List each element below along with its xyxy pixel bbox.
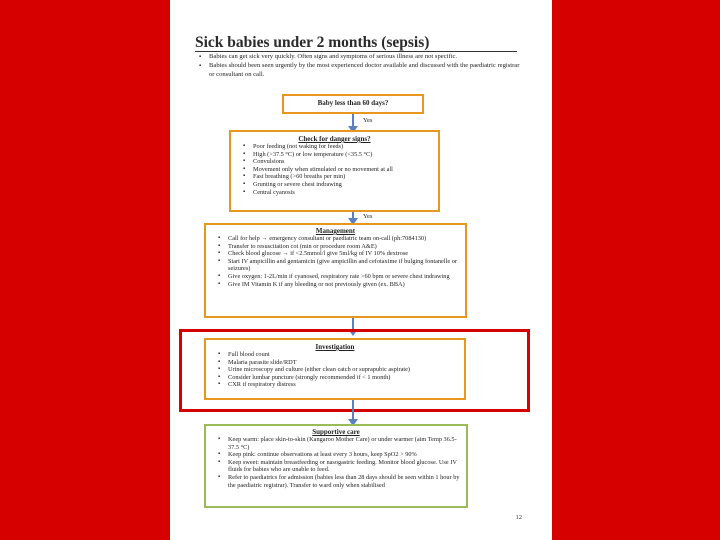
list-item: ▪ Keep warm: place skin-to-skin (Kangaroo Mother Care) or under warmer (aim Temp 36.5-37.5 °C) [228, 436, 462, 451]
management-title: Management [315, 227, 356, 235]
list-item: ▪ Full blood count [228, 351, 460, 359]
list-item: ▪ Fast breathing (>60 breaths per min) [253, 173, 434, 181]
arrow-down-icon [352, 400, 354, 420]
danger-signs-title: Check for danger signs? [298, 135, 371, 143]
danger-signs-box [229, 130, 440, 212]
intro-note: ▪ Babies can get sick very quickly. Often signs and symptoms of serious illness are not specific. [209, 53, 525, 62]
management-box [204, 223, 467, 318]
yes-label: Yes [363, 213, 373, 220]
list-item: ▪ High (>37.5 °C) or low temperature (<35.5 °C) [253, 151, 434, 159]
title-divider [195, 51, 517, 52]
page-number: 12 [515, 514, 522, 521]
supportive-care-box [204, 424, 468, 508]
list-item: ▪ CXR if respiratory distress [228, 381, 460, 389]
intro-note: ▪ Babies should been seen urgently by the most experienced doctor available and discussed with the paediatric registrar or consultant on call. [209, 62, 525, 80]
danger-signs-list [231, 143, 438, 196]
list-item: ▪ Urine microscopy and culture (either clean catch or suprapubic aspirate) [228, 366, 460, 374]
list-item: ▪ Keep sweet: maintain breastfeeding or nasogastric feeding. Monitor blood glucose. Use IV fluids for babies who are unable to feed. [228, 459, 462, 474]
list-item: ▪ Malaria parasite slide/RDT [228, 359, 460, 367]
list-item: ▪ Transfer to resuscitation cot (min or procedure room A&E) [228, 243, 461, 251]
supportive-care-title: Supportive care [312, 428, 360, 436]
list-item: ▪ Give oxygen: 1-2L/min if cyanosed, respiratory rate >60 bpm or severe chest indrawing [228, 273, 461, 281]
supportive-care-list [206, 436, 466, 489]
list-item: ▪ Call for help → emergency consultant or paediatric team on-call (ph:7084130) [228, 235, 461, 243]
list-item: ▪ Start IV ampicillin and gentamicin (give ampicillin and cefotaxime if bulging fontanelle or seizures) [228, 258, 461, 273]
list-item: ▪ Movement only when stimulated or no movement at all [253, 166, 434, 174]
arrow-down-icon [352, 114, 354, 127]
investigation-title: Investigation [315, 343, 355, 351]
list-item: ▪ Grunting or severe chest indrawing [253, 181, 434, 189]
list-item: ▪ Poor feeding (not waking for feeds) [253, 143, 434, 151]
arrow-down-icon [352, 212, 354, 219]
list-item: ▪ Keep pink: continue observations at least every 3 hours, keep SpO2 > 90% [228, 451, 462, 459]
list-item: ▪ Refer to paediatrics for admission (babies less than 28 days should be seen within 1 hour by the paediatric registrar). Transfer to ward only when stabilised [228, 474, 462, 489]
list-item: ▪ Convulsions [253, 158, 434, 166]
list-item: ▪ Consider lumbar puncture (strongly recommended if < 1 month) [228, 374, 460, 382]
management-list [206, 235, 465, 288]
page-title: Sick babies under 2 months (sepsis) [195, 34, 430, 51]
start-box [282, 94, 424, 114]
list-item: ▪ Give IM Vitamin K if any bleeding or not previously given (ex. BBA) [228, 281, 461, 289]
list-item: ▪ Central cyanosis [253, 189, 434, 197]
list-item: ▪ Check blood glucose → if <2.5mmol/l give 5ml/kg of IV 10% dextrose [228, 250, 461, 258]
intro-notes [195, 53, 525, 79]
start-question: Baby less than 60 days? [317, 99, 389, 107]
yes-label: Yes [363, 117, 373, 124]
investigation-highlight-frame [179, 329, 530, 412]
